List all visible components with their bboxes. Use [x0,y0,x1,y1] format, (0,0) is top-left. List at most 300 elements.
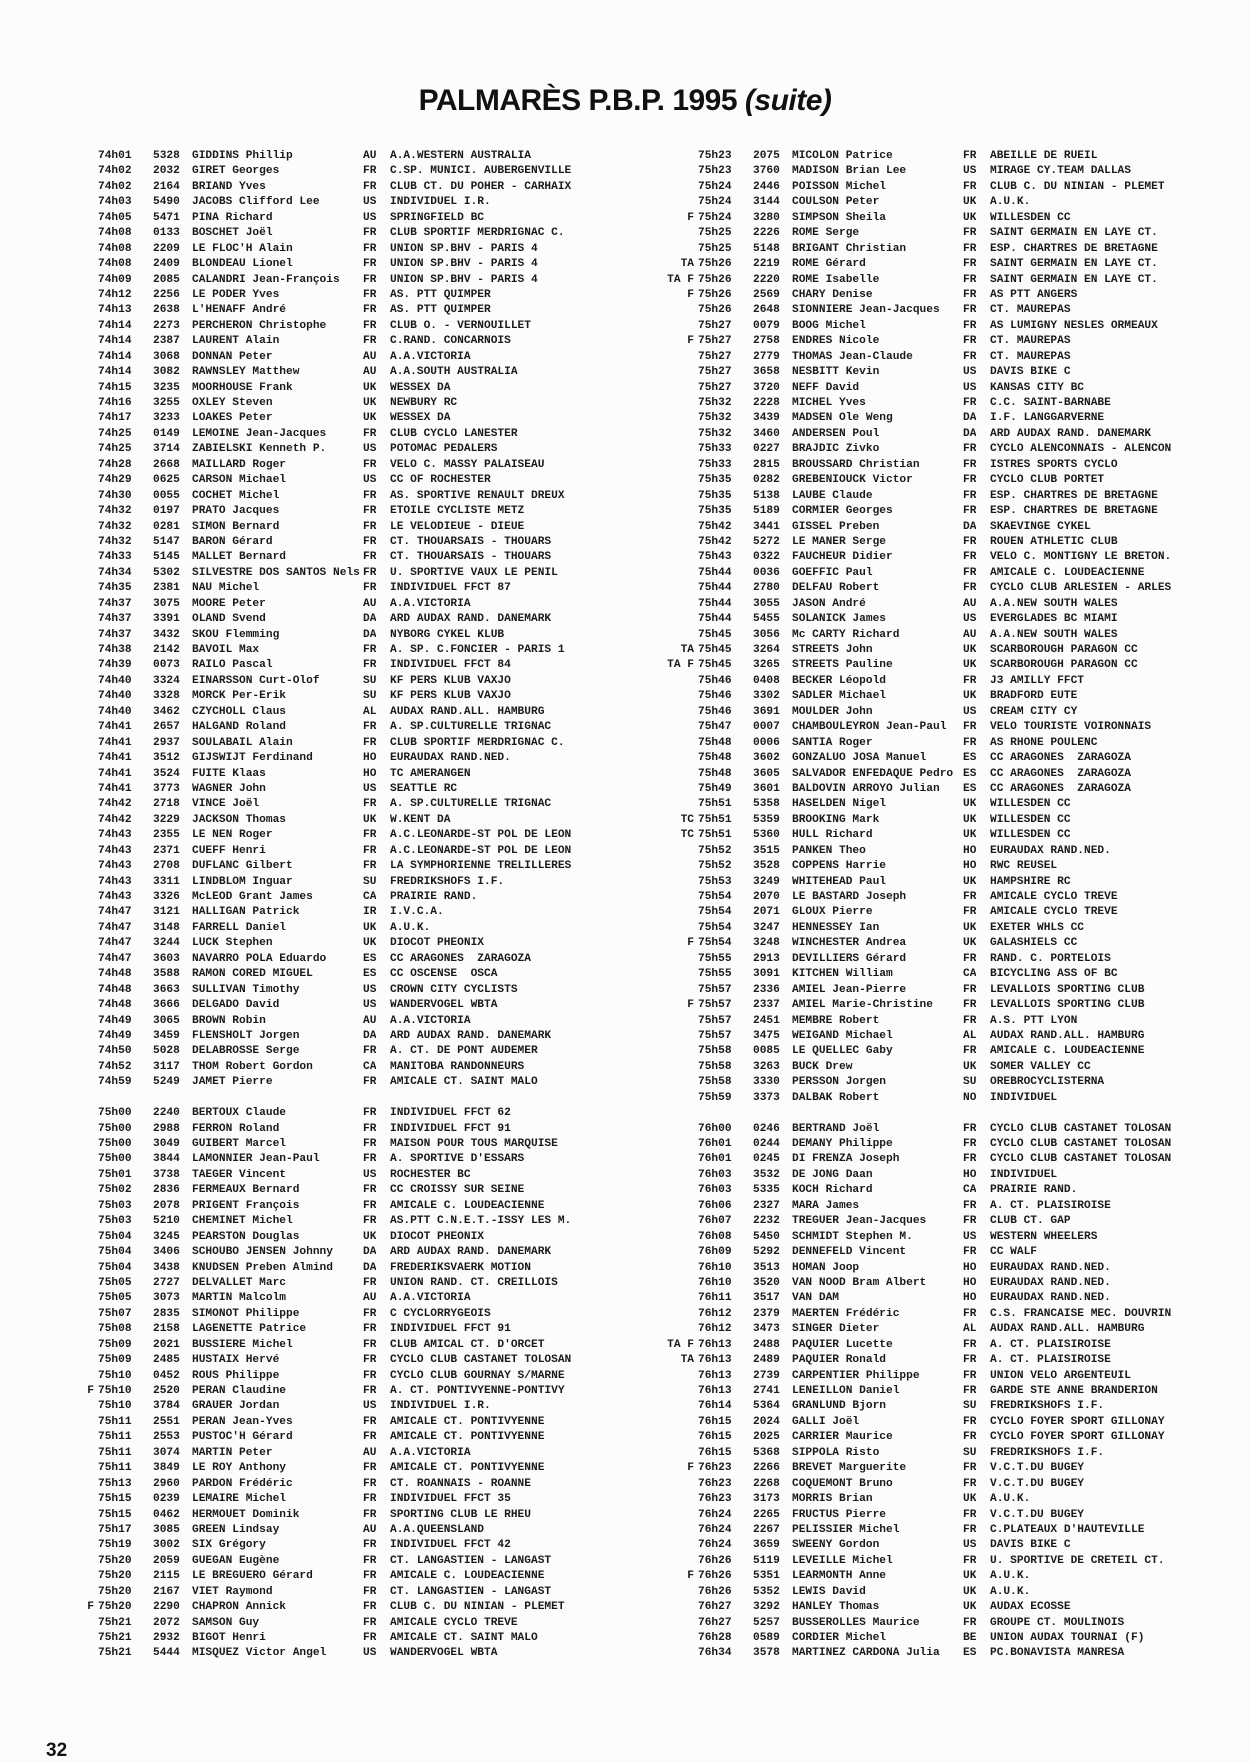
cell-club: LEVALLOIS SPORTING CLUB [990,983,1145,996]
cell-country: FR [363,1045,377,1058]
cell-time: 76h23 [698,1477,732,1490]
result-row [660,1307,1220,1322]
cell-name: COQUEMONT Bruno [792,1477,893,1490]
cell-flag: TA F [667,659,694,672]
cell-time: 75h24 [698,180,732,193]
cell-time: 76h10 [698,1261,732,1274]
cell-country: FR [963,1153,977,1166]
cell-club: DIOCOT PHEONIX [390,1230,484,1243]
cell-country: FR [363,427,377,440]
cell-name: ROME Isabelle [792,273,880,286]
result-row [60,1616,690,1631]
cell-country: FR [363,458,377,471]
result-row [60,149,690,164]
result-row [60,1508,690,1523]
result-row [60,875,690,890]
cell-time: 75h42 [698,520,732,533]
cell-name: LAURENT Alain [192,335,280,348]
cell-time: 74h34 [98,566,132,579]
cell-name: LEMOINE Jean-Jacques [192,427,327,440]
cell-time: 75h51 [698,798,732,811]
cell-name: BALDOVIN ARROYO Julian [792,782,940,795]
cell-country: FR [363,721,377,734]
cell-bib: 2668 [153,458,180,471]
cell-club: A.U.K. [990,1585,1031,1598]
cell-club: A.A.NEW SOUTH WALES [990,597,1118,610]
cell-bib: 2219 [753,258,780,271]
cell-country: FR [963,1385,977,1397]
cell-time: 74h47 [98,937,132,950]
cell-bib: 2158 [153,1323,180,1336]
cell-country: FR [363,566,377,579]
cell-club: AUDAX ECOSSE [990,1601,1071,1614]
cell-bib: 3233 [153,412,180,425]
cell-name: MARA James [792,1199,860,1212]
result-row [660,1415,1220,1430]
cell-country: FR [363,1215,377,1228]
cell-club: AS. PTT QUIMPER [390,304,491,317]
cell-country: FR [363,736,377,749]
result-row [60,473,690,488]
result-row [660,1029,1220,1044]
result-row [60,921,690,936]
cell-time: 75h07 [98,1307,132,1320]
cell-club: SCARBOROUGH PARAGON CC [990,644,1138,656]
cell-country: FR [963,1554,977,1567]
cell-bib: 2266 [753,1462,780,1475]
cell-time: 76h23 [698,1462,732,1475]
cell-country: FR [363,551,377,564]
cell-flag: F [687,1570,694,1583]
result-row [660,720,1220,735]
cell-bib: 0245 [753,1153,780,1166]
cell-club: AMICALE CT. PONTIVYENNE [390,1415,545,1428]
cell-name: CUEFF Henri [192,844,266,857]
cell-time: 75h15 [98,1508,132,1521]
cell-club: CLUB CYCLO LANESTER [390,427,518,440]
result-row [60,612,690,627]
cell-name: BAVOIL Max [192,644,260,656]
cell-name: GRANLUND Bjorn [792,1400,886,1413]
cell-country: FR [363,1199,377,1212]
cell-club: AMICALE CYCLO TREVE [390,1616,518,1629]
cell-flag: TA [680,1354,694,1367]
cell-time: 75h23 [698,150,732,162]
cell-country: AU [363,597,377,610]
cell-time: 75h04 [98,1230,132,1243]
cell-bib: 2488 [753,1338,780,1351]
cell-country: IR [363,906,377,919]
cell-club: A. CT. PONTIVYENNE-PONTIVY [390,1385,565,1397]
cell-time: 75h20 [98,1585,132,1598]
cell-country: FR [363,1276,377,1289]
cell-country: US [963,1230,977,1243]
cell-club: W.KENT DA [390,813,451,826]
cell-time: 75h05 [98,1276,132,1289]
cell-club: CLUB O. - VERNOUILLET [390,319,531,332]
result-row [60,1199,690,1214]
cell-club: AMICALE C. LOUDEACIENNE [390,1570,545,1583]
cell-club: LEVALLOIS SPORTING CLUB [990,999,1145,1012]
cell-country: FR [363,1138,377,1150]
cell-club: VELO C. MASSY PALAISEAU [390,458,545,471]
cell-country: FR [963,1199,977,1212]
cell-name: PUSTOC'H Gérard [192,1431,293,1444]
result-row [60,905,690,920]
cell-bib: 2070 [753,891,780,903]
cell-club: CREAM CITY CY [990,705,1078,718]
cell-club: EURAUDAX RAND.NED. [990,1276,1111,1289]
cell-time: 74h49 [98,1029,132,1042]
result-row [60,1152,690,1167]
cell-bib: 2115 [153,1570,180,1583]
result-row [60,1554,690,1569]
result-row [60,303,690,318]
cell-club: AMICALE CYCLO TREVE [990,891,1118,903]
cell-bib: 3249 [753,875,780,888]
cell-bib: 3714 [153,443,180,456]
cell-club: CYCLO FOYER SPORT GILLONAY [990,1431,1165,1444]
result-row [660,628,1220,643]
cell-name: CARSON Michael [192,474,286,487]
cell-time: 75h24 [698,196,732,209]
cell-name: KITCHEN William [792,968,893,981]
cell-name: DI FRENZA Joseph [792,1153,900,1166]
result-row [660,890,1220,905]
cell-name: FLENSHOLT Jorgen [192,1029,300,1042]
cell-bib: 3517 [753,1292,780,1305]
cell-club: INDIVIDUEL I.R. [390,1400,491,1413]
cell-club: I.V.C.A. [390,906,444,919]
cell-time: 74h37 [98,597,132,610]
cell-name: WAGNER John [192,782,266,795]
cell-country: DA [363,1246,377,1259]
cell-time: 75h27 [698,350,732,363]
result-row [660,180,1220,195]
cell-country: FR [363,1554,377,1567]
cell-bib: 3773 [153,782,180,795]
cell-club: EURAUDAX RAND.NED. [990,844,1111,857]
cell-club: KANSAS CITY BC [990,381,1084,394]
result-row [660,535,1220,550]
result-row [60,1168,690,1183]
cell-name: OLAND Svend [192,613,266,626]
cell-club: A.A.VICTORIA [390,1446,471,1459]
cell-country: FR [363,505,377,518]
result-row [60,396,690,411]
result-row [660,1137,1220,1152]
cell-bib: 0322 [753,551,780,564]
cell-time: 76h01 [698,1138,732,1150]
cell-bib: 2657 [153,721,180,734]
cell-name: GREBENIOUCK Victor [792,474,913,487]
cell-name: KNUDSEN Preben Almind [192,1261,333,1274]
cell-name: NEFF David [792,381,860,394]
cell-time: 76h13 [698,1369,732,1382]
cell-name: LE BASTARD Joseph [792,891,907,903]
cell-name: BERTOUX Claude [192,1107,286,1120]
result-row [60,751,690,766]
cell-club: PRAIRIE RAND. [390,891,478,903]
cell-bib: 3691 [753,705,780,718]
result-row [60,350,690,365]
cell-club: A. CT. DE PONT AUDEMER [390,1045,538,1058]
result-row [60,273,690,288]
cell-bib: 5119 [753,1554,780,1567]
cell-bib: 3601 [753,782,780,795]
cell-country: HO [363,767,377,780]
result-row [660,813,1220,828]
cell-name: POISSON Michel [792,180,886,193]
cell-club: WILLESDEN CC [990,211,1071,224]
cell-country: AL [363,705,377,718]
cell-time: 75h00 [98,1122,132,1135]
cell-country: FR [363,1323,377,1336]
cell-bib: 5272 [753,535,780,548]
cell-country: UK [963,1493,977,1506]
cell-name: DEMANY Philippe [792,1138,893,1150]
cell-time: 74h08 [98,227,132,240]
cell-club: A.C.LEONARDE-ST POL DE LEON [390,844,572,857]
cell-club: CC CROISSY SUR SEINE [390,1184,525,1197]
cell-time: 74h25 [98,427,132,440]
cell-time: 76h34 [698,1647,732,1660]
result-row [660,1044,1220,1059]
cell-name: BERTRAND Joël [792,1122,880,1135]
cell-name: KOCH Richard [792,1184,873,1197]
cell-bib: 5328 [153,150,180,162]
cell-country: FR [363,1369,377,1382]
cell-bib: 2937 [153,736,180,749]
cell-country: FR [963,1477,977,1490]
cell-country: FR [963,674,977,687]
cell-flag: F [687,937,694,950]
cell-country: FR [363,1570,377,1583]
result-row [660,1152,1220,1167]
cell-time: 74h52 [98,1060,132,1073]
cell-time: 74h35 [98,582,132,595]
cell-bib: 3406 [153,1246,180,1259]
cell-club: DAVIS BIKE C [990,1539,1071,1552]
result-row [60,658,690,673]
cell-time: 76h08 [698,1230,732,1243]
cell-name: ROME Serge [792,227,860,240]
result-row [660,319,1220,334]
result-row [660,550,1220,565]
cell-bib: 0452 [153,1369,180,1382]
cell-time: 76h26 [698,1554,732,1567]
cell-time: 74h25 [98,443,132,456]
cell-country: FR [963,1122,977,1135]
cell-bib: 3248 [753,937,780,950]
result-row [60,1430,690,1445]
cell-club: A.U.K. [990,1570,1031,1583]
cell-name: GLOUX Pierre [792,906,873,919]
cell-time: 76h03 [698,1168,732,1181]
result-row [60,1137,690,1152]
cell-name: WINCHESTER Andrea [792,937,907,950]
cell-time: 75h04 [98,1246,132,1259]
cell-time: 75h33 [698,458,732,471]
cell-time: 76h26 [698,1570,732,1583]
cell-name: MOORE Peter [192,597,266,610]
cell-country: FR [363,1601,377,1614]
cell-name: LENEILLON Daniel [792,1385,900,1397]
cell-name: ANDERSEN Poul [792,427,880,440]
result-row [660,257,1220,272]
cell-club: VELO TOURISTE VOIRONNAIS [990,721,1152,734]
cell-bib: 3462 [153,705,180,718]
cell-name: SIONNIERE Jean-Jacques [792,304,940,317]
cell-club: AMICALE CT. SAINT MALO [390,1076,538,1089]
cell-name: FARRELL Daniel [192,921,286,934]
cell-country: DA [363,1261,377,1274]
cell-name: FAUCHEUR Didier [792,551,893,564]
result-row [660,1616,1220,1631]
cell-club: C.SP. MUNICI. AUBERGENVILLE [390,165,572,178]
cell-bib: 3302 [753,690,780,703]
cell-name: HANLEY Thomas [792,1601,880,1614]
cell-country: FR [363,258,377,271]
cell-bib: 0036 [753,566,780,579]
cell-country: DA [963,427,977,440]
cell-bib: 2240 [153,1107,180,1120]
cell-time: 76h24 [698,1539,732,1552]
cell-club: CC ARAGONES ZARAGOZA [990,767,1131,780]
cell-club: AS. SPORTIVE RENAULT DREUX [390,489,565,502]
cell-club: U. SPORTIVE VAUX LE PENIL [390,566,558,579]
result-row [60,1600,690,1615]
cell-name: LE QUELLEC Gaby [792,1045,893,1058]
cell-country: ES [363,968,377,981]
cell-bib: 5138 [753,489,780,502]
cell-name: EINARSSON Curt-Olof [192,674,320,687]
cell-name: DELVALLET Marc [192,1276,286,1289]
cell-flag: TC [680,813,694,826]
result-row [660,303,1220,318]
cell-country: FR [963,288,977,301]
cell-name: COULSON Peter [792,196,880,209]
cell-club: ARD AUDAX RAND. DANEMARK [990,427,1152,440]
cell-country: SU [963,1400,977,1413]
cell-name: HERMOUET Dominik [192,1508,300,1521]
cell-bib: 2025 [753,1431,780,1444]
result-row [660,1230,1220,1245]
cell-name: L'HENAFF André [192,304,286,317]
cell-time: 75h26 [698,273,732,286]
cell-country: FR [363,1107,377,1120]
cell-time: 74h08 [98,242,132,255]
result-row [660,334,1220,349]
cell-country: FR [363,304,377,317]
cell-time: 75h51 [698,813,732,826]
cell-time: 75h54 [698,906,732,919]
result-row [660,1554,1220,1569]
cell-club: C.C. SAINT-BARNABE [990,397,1111,409]
cell-name: SULLIVAN Timothy [192,983,300,996]
cell-country: SU [363,875,377,888]
cell-country: UK [963,1585,977,1598]
result-row [660,705,1220,720]
result-row [660,797,1220,812]
cell-bib: 5352 [753,1585,780,1598]
cell-club: AMICALE C. LOUDEACIENNE [390,1199,545,1212]
cell-country: FR [963,1045,977,1058]
cell-flag: TA [680,258,694,271]
cell-name: FRUCTUS Pierre [792,1508,886,1521]
cell-time: 75h04 [98,1261,132,1274]
cell-bib: 5360 [753,829,780,842]
cell-club: INDIVIDUEL [990,1091,1058,1104]
cell-time: 75h33 [698,443,732,456]
cell-country: FR [363,1632,377,1644]
result-row [660,1384,1220,1399]
cell-country: US [363,782,377,795]
cell-name: MOULDER John [792,705,873,718]
cell-country: FR [363,1539,377,1552]
cell-time: 75h32 [698,427,732,440]
cell-bib: 3121 [153,906,180,919]
cell-name: AMIEL Marie-Christine [792,999,933,1012]
cell-name: HALLIGAN Patrick [192,906,300,919]
cell-bib: 3602 [753,752,780,765]
cell-time: 76h27 [698,1601,732,1614]
result-row [60,1384,690,1399]
cell-bib: 0133 [153,227,180,240]
cell-time: 74h48 [98,999,132,1012]
cell-bib: 3515 [753,844,780,857]
cell-club: AS PTT ANGERS [990,288,1078,301]
cell-club: CYCLO CLUB CASTANET TOLOSAN [990,1138,1172,1150]
cell-time: 75h15 [98,1493,132,1506]
cell-bib: 3292 [753,1601,780,1614]
cell-country: US [363,999,377,1012]
cell-name: VAN NOOD Bram Albert [792,1276,927,1289]
cell-name: DALBAK Robert [792,1091,880,1104]
cell-country: AU [963,597,977,610]
cell-country: US [363,211,377,224]
cell-club: C.RAND. CONCARNOIS [390,335,511,348]
cell-bib: 3326 [153,891,180,903]
cell-bib: 2228 [753,397,780,409]
cell-time: 75h35 [698,489,732,502]
cell-country: FR [963,319,977,332]
cell-name: MICHEL Yves [792,397,866,409]
cell-time: 76h09 [698,1246,732,1259]
cell-name: GALLI Joël [792,1415,860,1428]
result-row [660,1646,1220,1661]
cell-bib: 3658 [753,366,780,379]
result-row [60,689,690,704]
cell-name: GIDDINS Phillip [192,150,293,162]
cell-name: RAILO Pascal [192,659,273,672]
cell-country: FR [363,1307,377,1320]
cell-flag: F [687,211,694,224]
cell-name: VIET Raymond [192,1585,273,1598]
cell-time: 75h57 [698,1014,732,1027]
cell-name: CARPENTIER Philippe [792,1369,920,1382]
cell-time: 75h44 [698,566,732,579]
cell-time: 74h09 [98,273,132,286]
cell-club: AS RHONE POULENC [990,736,1098,749]
cell-club: UNION AUDAX TOURNAI (F) [990,1632,1145,1644]
cell-name: BRAJDIC Zivko [792,443,880,456]
result-row [660,674,1220,689]
cell-time: 75h55 [698,952,732,965]
cell-country: UK [963,829,977,842]
cell-bib: 5189 [753,505,780,518]
cell-time: 76h15 [698,1415,732,1428]
